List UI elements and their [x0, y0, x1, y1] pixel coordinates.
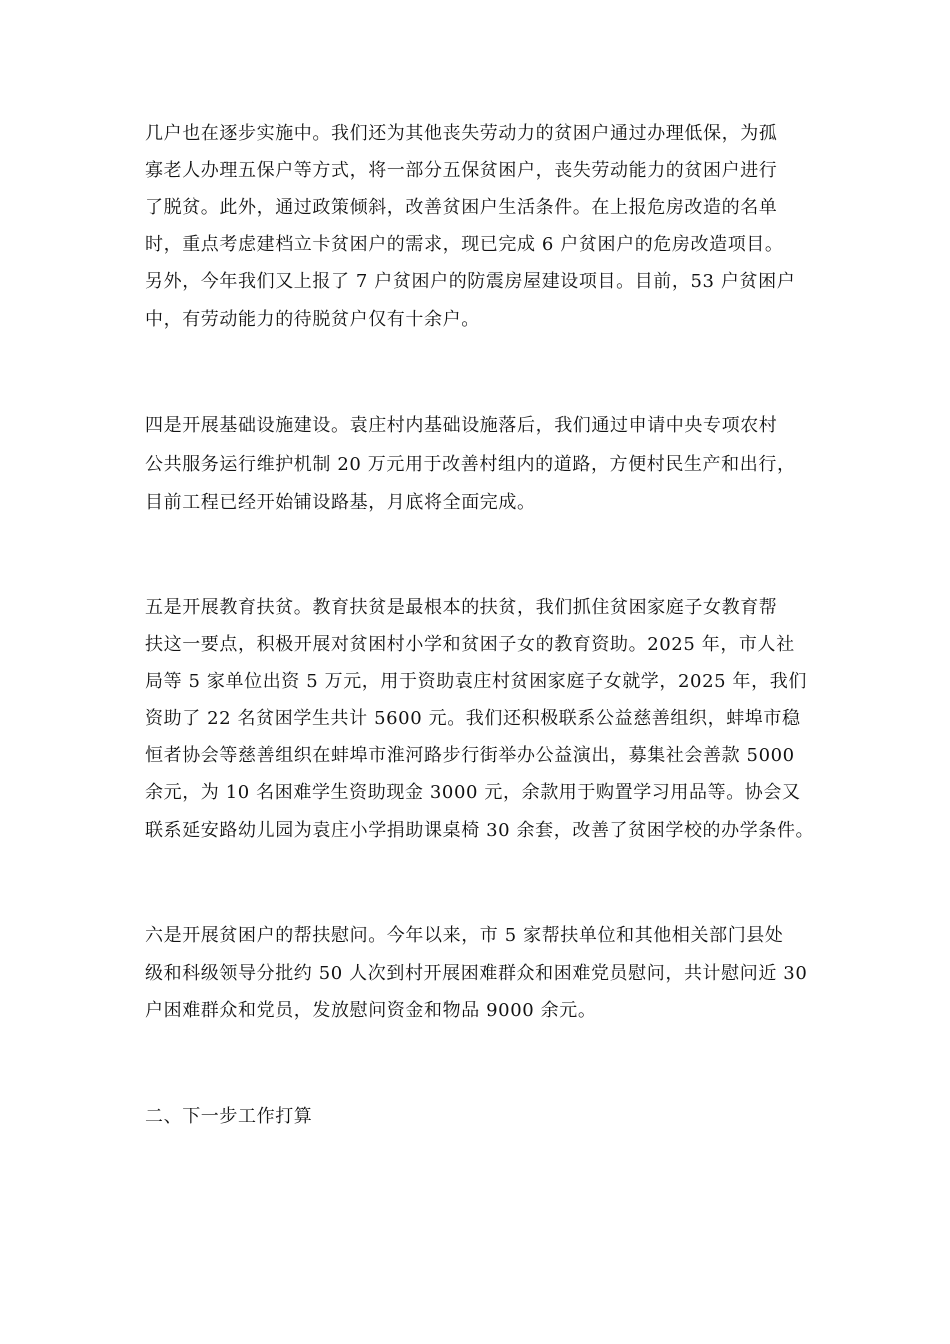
paragraph-4-line-1: 六是开展贫困户的帮扶慰问。今年以来，市 5 家帮扶单位和其他相关部门县处 [145, 925, 784, 946]
paragraph-3-line-7: 联系延安路幼儿园为袁庄小学捐助课桌椅 30 余套，改善了贫困学校的办学条件。 [145, 820, 815, 841]
paragraph-3-line-4: 资助了 22 名贫困学生共计 5600 元。我们还积极联系公益慈善组织，蚌埠市稳 [145, 708, 801, 729]
paragraph-3-line-1: 五是开展教育扶贫。教育扶贫是最根本的扶贫，我们抓住贫困家庭子女教育帮 [145, 597, 778, 618]
paragraph-3-line-2: 扶这一要点，积极开展对贫困村小学和贫困子女的教育资助。2025 年，市人社 [145, 634, 795, 655]
paragraph-1-line-3: 了脱贫。此外，通过政策倾斜，改善贫困户生活条件。在上报危房改造的名单 [145, 197, 778, 218]
paragraph-3-line-6: 余元，为 10 名困难学生资助现金 3000 元，余款用于购置学习用品等。协会又 [145, 782, 801, 803]
paragraph-3-line-5: 恒者协会等慈善组织在蚌埠市淮河路步行街举办公益演出，募集社会善款 5000 [145, 745, 795, 766]
paragraph-1-line-1: 几户也在逐步实施中。我们还为其他丧失劳动力的贫困户通过办理低保，为孤 [145, 123, 778, 144]
paragraph-2-line-1: 四是开展基础设施建设。袁庄村内基础设施落后，我们通过申请中央专项农村 [145, 415, 778, 436]
section-heading: 二、下一步工作打算 [145, 1106, 313, 1127]
paragraph-2-line-3: 目前工程已经开始铺设路基，月底将全面完成。 [145, 492, 536, 513]
paragraph-2-line-2: 公共服务运行维护机制 20 万元用于改善村组内的道路，方便村民生产和出行， [145, 454, 796, 475]
paragraph-1-line-2: 寡老人办理五保户等方式，将一部分五保贫困户，丧失劳动能力的贫困户进行 [145, 160, 778, 181]
paragraph-1-line-6: 中，有劳动能力的待脱贫户仅有十余户。 [145, 309, 480, 330]
paragraph-3-line-3: 局等 5 家单位出资 5 万元，用于资助袁庄村贫困家庭子女就学，2025 年，我们 [145, 671, 807, 692]
paragraph-1-line-5: 另外，今年我们又上报了 7 户贫困户的防震房屋建设项目。目前，53 户贫困户 [145, 271, 796, 292]
paragraph-4-line-2: 级和科级领导分批约 50 人次到村开展困难群众和困难党员慰问，共计慰问近 30 [145, 963, 808, 984]
paragraph-1-line-4: 时，重点考虑建档立卡贫困户的需求，现已完成 6 户贫困户的危房改造项目。 [145, 234, 784, 255]
paragraph-4-line-3: 户困难群众和党员，发放慰问资金和物品 9000 余元。 [145, 1000, 597, 1021]
